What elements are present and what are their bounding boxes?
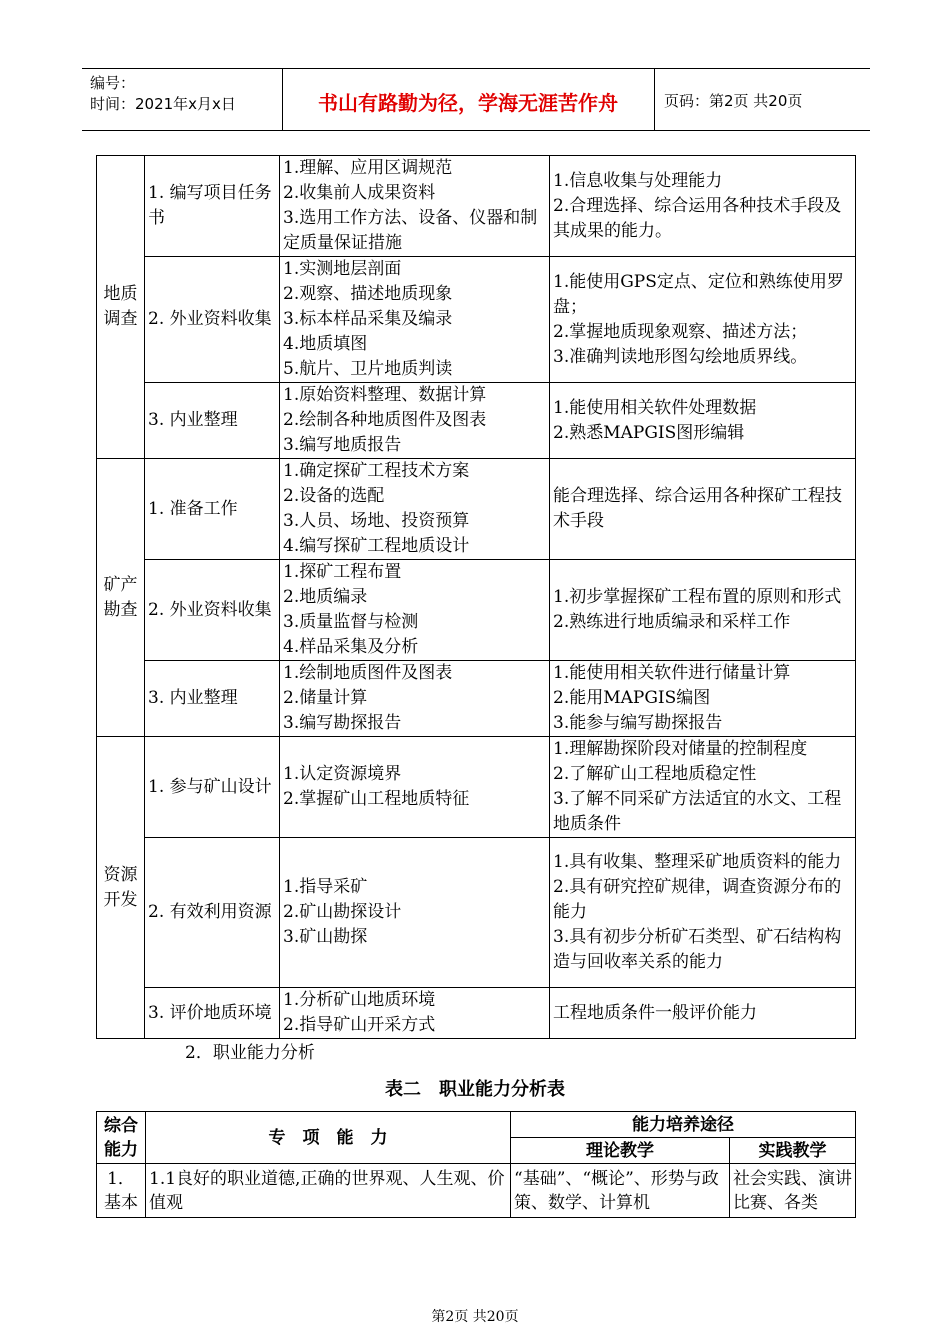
section-heading: 2．职业能力分析 <box>185 1043 315 1063</box>
date-label: 时间：2021年x月x日 <box>90 95 236 113</box>
header-motto: 书山有路勤为径，学海无涯苦作舟 <box>318 91 618 115</box>
content-line: 3.质量监督与检测 <box>283 612 419 632</box>
content-line: 3.编写地质报告 <box>283 435 402 455</box>
task-cell: 3. 评价地质环境 <box>145 988 280 1039</box>
ability-analysis-table <box>96 1111 856 1218</box>
ability-line: 工程地质条件一般评价能力 <box>553 1002 757 1023</box>
ability-cell <box>550 383 856 459</box>
ability-line: 2.了解矿山工程地质稳定性 <box>553 764 757 784</box>
category-name: 勘查 <box>103 599 138 620</box>
ability-cell <box>550 459 856 560</box>
table-row <box>97 560 856 661</box>
task-cell: 2. 外业资料收集 <box>145 257 280 383</box>
content-cell <box>280 383 550 459</box>
ability-line: 3.了解不同采矿方法适宜的水文、工程地质条件 <box>553 789 842 834</box>
content-line: 1.确定探矿工程技术方案 <box>283 461 470 481</box>
ability-cell <box>550 661 856 737</box>
content-line: 2.设备的选配 <box>283 486 385 506</box>
category-cell <box>97 459 145 737</box>
header-approach: 能力培养途径 <box>511 1112 856 1138</box>
content-line: 1.实测地层剖面 <box>283 259 402 279</box>
content-line: 3.人员、场地、投资预算 <box>283 511 470 531</box>
table-row <box>97 459 856 560</box>
ability-line: 1.信息收集与处理能力 <box>553 170 723 191</box>
ability-cell <box>550 257 856 383</box>
task-cell: 3. 内业整理 <box>145 661 280 737</box>
content-cell <box>280 459 550 560</box>
header-theory: 理论教学 <box>511 1138 730 1164</box>
task-ability-table <box>96 155 856 1039</box>
content-cell <box>280 257 550 383</box>
category-name: 地质 <box>103 284 138 304</box>
number-label: 编号： <box>90 74 136 92</box>
ability-line: 2.具有研究控矿规律，调查资源分布的能力 <box>553 877 842 922</box>
ability-line: 1.能使用相关软件进行储量计算 <box>553 663 791 683</box>
content-cell <box>280 661 550 737</box>
content-line: 1.绘制地质图件及图表 <box>283 663 453 683</box>
content-line: 2.绘制各种地质图件及图表 <box>283 410 487 430</box>
header-comprehensive: 综合能力 <box>97 1112 146 1164</box>
content-line: 2.地质编录 <box>283 587 368 607</box>
ability-cell <box>550 560 856 661</box>
content-cell <box>280 988 550 1039</box>
content-cell <box>280 560 550 661</box>
content-cell <box>280 838 550 988</box>
category-cell <box>97 737 145 1039</box>
header-divider <box>654 69 655 130</box>
ability-cell <box>550 156 856 257</box>
content-line: 2.收集前人成果资料 <box>283 183 436 203</box>
content-line: 4.样品采集及分析 <box>283 637 419 657</box>
ability-line: 1.理解勘探阶段对储量的控制程度 <box>553 739 808 759</box>
task-cell: 3. 内业整理 <box>145 383 280 459</box>
content-line: 3.标本样品采集及编录 <box>283 309 453 329</box>
content-line: 2.掌握矿山工程地质特征 <box>283 789 470 809</box>
content-line: 1.探矿工程布置 <box>283 562 402 582</box>
ability-line: 1.具有收集、整理采矿地质资料的能力 <box>553 852 842 872</box>
ability-line: 3.具有初步分析矿石类型、矿石结构构造与回收率关系的能力 <box>553 927 842 972</box>
ability-cell <box>550 838 856 988</box>
content-cell <box>280 156 550 257</box>
content-line: 5.航片、卫片地质判读 <box>283 359 453 379</box>
task-cell: 1. 参与矿山设计 <box>145 737 280 838</box>
content-line: 1.理解、应用区调规范 <box>283 158 453 178</box>
category-name: 矿产 <box>103 574 138 595</box>
header-meta <box>90 73 236 115</box>
ability-line: 能合理选择、综合运用各种探矿工程技术手段 <box>553 486 842 531</box>
content-line: 2.储量计算 <box>283 688 368 708</box>
table-row <box>97 257 856 383</box>
cell-comprehensive: 1．基本 <box>97 1164 146 1218</box>
ability-line: 2.能用MAPGIS编图 <box>553 688 711 708</box>
ability-line: 1.能使用相关软件处理数据 <box>553 397 757 418</box>
content-line: 2.观察、描述地质现象 <box>283 284 453 304</box>
task-cell: 2. 有效利用资源 <box>145 838 280 988</box>
content-line: 1.指导采矿 <box>283 877 368 897</box>
header-practice: 实践教学 <box>730 1138 856 1164</box>
ability-line: 2.掌握地质现象观察、描述方法； <box>553 321 808 342</box>
content-cell <box>280 737 550 838</box>
cell-theory: “基础”、“概论”、形势与政策、数学、计算机 <box>511 1164 730 1218</box>
page-footer: 第2页 共20页 <box>431 1309 519 1325</box>
ability-line: 1.初步掌握探矿工程布置的原则和形式 <box>553 587 842 607</box>
category-cell <box>97 156 145 459</box>
task-cell: 1. 编写项目任务书 <box>145 156 280 257</box>
page-header <box>82 68 870 131</box>
ability-line: 3.准确判读地形图勾绘地质界线。 <box>553 346 808 367</box>
table-row <box>97 383 856 459</box>
ability-line: 2.合理选择、综合运用各种技术手段及其成果的能力。 <box>553 195 842 241</box>
content-line: 3.矿山勘探 <box>283 927 368 947</box>
task-cell: 2. 外业资料收集 <box>145 560 280 661</box>
content-line: 2.指导矿山开采方式 <box>283 1015 436 1035</box>
table-row <box>97 988 856 1039</box>
table-row <box>97 737 856 838</box>
content-line: 1.认定资源境界 <box>283 764 402 784</box>
content-line: 4.编写探矿工程地质设计 <box>283 536 470 556</box>
ability-cell <box>550 737 856 838</box>
ability-line: 2.熟练进行地质编录和采样工作 <box>553 612 791 632</box>
header-specific: 专 项 能 力 <box>146 1112 511 1164</box>
content-line: 1.原始资料整理、数据计算 <box>283 385 487 405</box>
table-row <box>97 156 856 257</box>
category-name: 调查 <box>103 309 138 329</box>
table2-title: 表二 职业能力分析表 <box>385 1079 565 1100</box>
category-name: 资源 <box>103 864 138 885</box>
content-line: 3.编写勘探报告 <box>283 713 402 733</box>
header-page-label: 页码：第2页 共20页 <box>664 92 803 110</box>
ability-line: 3.能参与编写勘探报告 <box>553 713 723 733</box>
content-line: 4.地质填图 <box>283 334 368 354</box>
content-line: 2.矿山勘探设计 <box>283 902 402 922</box>
cell-practice: 社会实践、演讲比赛、各类 <box>730 1164 856 1218</box>
table-row <box>97 838 856 988</box>
ability-line: 2.熟悉MAPGIS图形编辑 <box>553 422 745 443</box>
table-row <box>97 661 856 737</box>
task-cell: 1. 准备工作 <box>145 459 280 560</box>
ability-cell <box>550 988 856 1039</box>
ability-line: 1.能使用GPS定点、定位和熟练使用罗盘； <box>553 271 844 317</box>
category-name: 开发 <box>103 889 138 910</box>
content-line: 3.选用工作方法、设备、仪器和制定质量保证措施 <box>283 208 538 253</box>
content-line: 1.分析矿山地质环境 <box>283 990 436 1010</box>
cell-specific: 1.1良好的职业道德,正确的世界观、人生观、价值观 <box>146 1164 511 1218</box>
